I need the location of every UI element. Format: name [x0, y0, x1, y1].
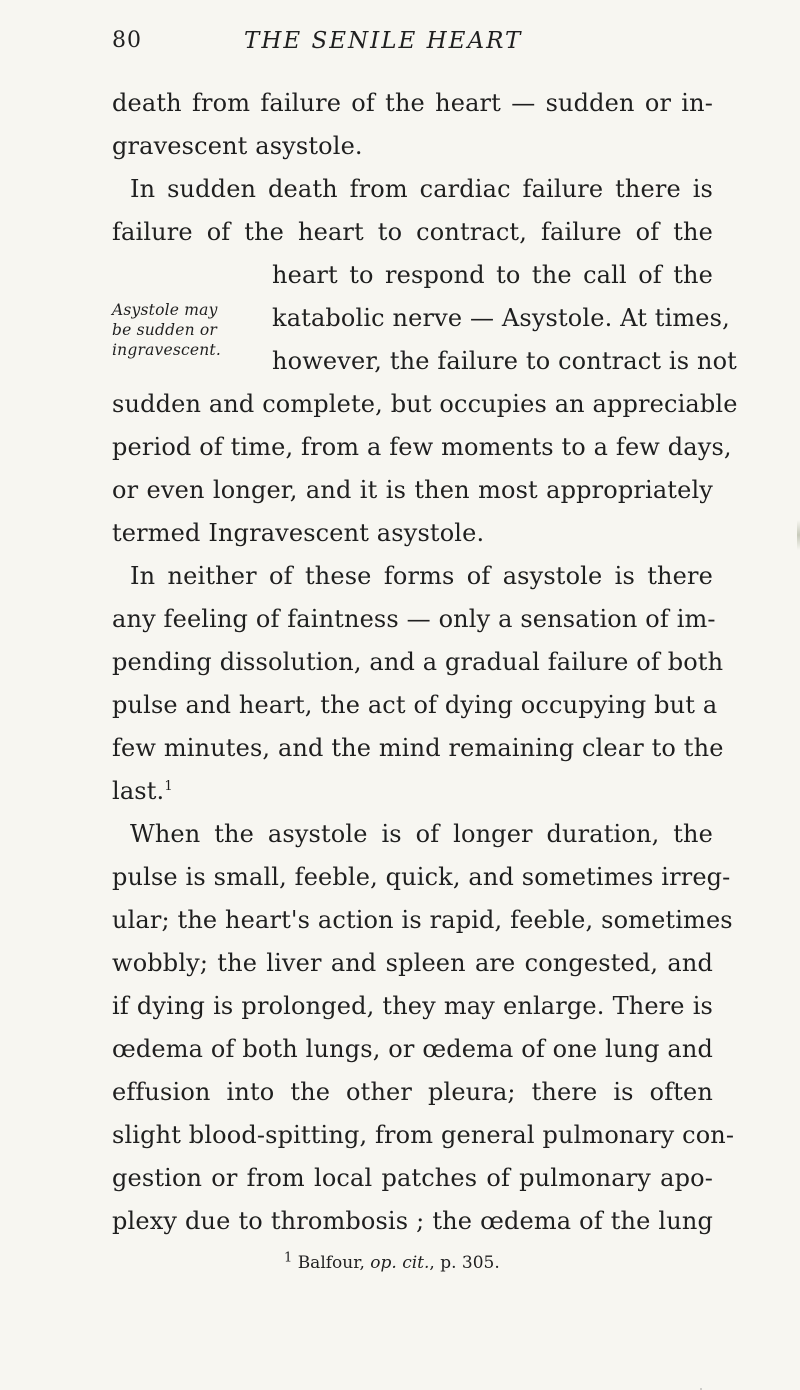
page-header: [112, 28, 712, 68]
text-line: gestion or from local patches of pulmonary apo-: [112, 1164, 713, 1192]
text-line-content: last.: [112, 777, 165, 805]
text-line: pulse and heart, the act of dying occupying but a: [112, 691, 718, 719]
margin-note-line: be sudden or: [112, 321, 218, 339]
text-line: In neither of these forms of asystole is there: [130, 562, 713, 590]
text-line: failure of the heart to contract, failure of the: [112, 218, 713, 246]
footnote-reference: op. cit.: [370, 1253, 430, 1273]
text-line: death from failure of the heart — sudden or in-: [112, 89, 713, 117]
footnote-page: , p. 305.: [429, 1253, 500, 1273]
text-line: if dying is prolonged, they may enlarge. There is: [112, 992, 713, 1020]
text-line: effusion into the other pleura; there is often: [112, 1078, 713, 1106]
text-line: sudden and complete, but occupies an appreciable: [112, 390, 738, 418]
text-line: [112, 770, 713, 813]
text-line: In sudden death from cardiac failure there is: [130, 175, 713, 203]
footnote-author: Balfour,: [297, 1253, 365, 1273]
text-line: slight blood-spitting, from general pulmonary con-: [112, 1121, 735, 1149]
text-line: gravescent asystole.: [112, 132, 363, 160]
text-line: œdema of both lungs, or œdema of one lung and: [112, 1035, 713, 1063]
text-line: termed Ingravescent asystole.: [112, 519, 485, 547]
text-line: pending dissolution, and a gradual failure of both: [112, 648, 724, 676]
text-line: plexy due to thrombosis ; the œdema of the lung: [112, 1207, 713, 1235]
text-line: pulse is small, feeble, quick, and sometimes irreg-: [112, 863, 731, 891]
text-line: however, the failure to contract is not: [272, 347, 737, 375]
text-line: ular; the heart's action is rapid, feeble, sometimes: [112, 906, 733, 934]
text-line: heart to respond to the call of the: [272, 261, 713, 289]
text-line: few minutes, and the mind remaining clear to the: [112, 734, 724, 762]
text-line: katabolic nerve — Asystole. At times,: [272, 304, 730, 332]
text-line: When the asystole is of longer duration, the: [130, 820, 713, 848]
margin-note-line: ingravescent.: [112, 341, 221, 359]
footnote-marker: 1: [164, 779, 173, 794]
text-line: wobbly; the liver and spleen are congested, and: [112, 949, 713, 977]
running-head-title: THE SENILE HEART: [244, 28, 523, 54]
footnote: [284, 1252, 500, 1274]
text-line: or even longer, and it is then most appropriately: [112, 476, 713, 504]
text-line: any feeling of faintness — only a sensation of im-: [112, 605, 716, 633]
footnote-number: 1: [284, 1250, 293, 1266]
page-number: 80: [112, 28, 142, 53]
text-line: period of time, from a few moments to a few days,: [112, 433, 732, 461]
body-text: [112, 82, 738, 1243]
margin-note-line: Asystole may: [112, 301, 218, 319]
